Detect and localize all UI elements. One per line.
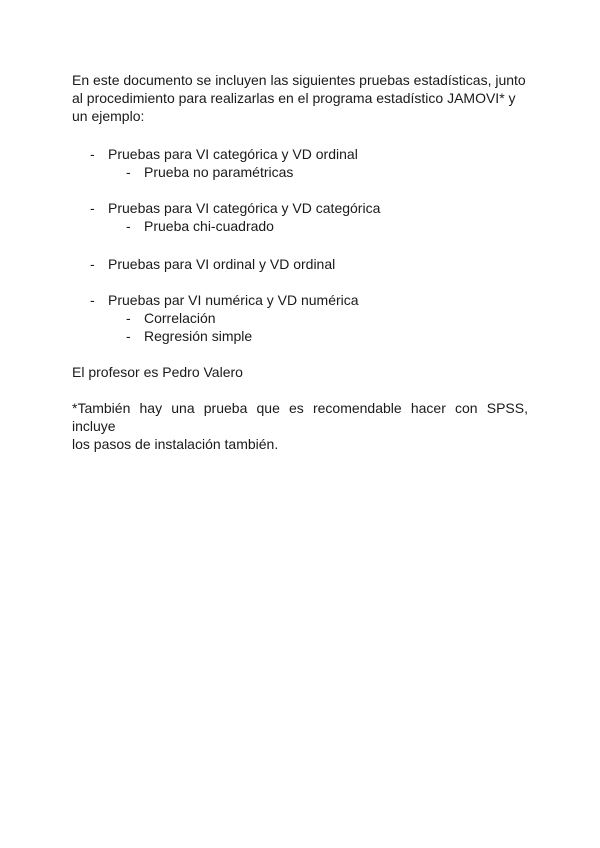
list-item-label: Pruebas par VI numérica y VD numérica bbox=[108, 292, 359, 308]
dash-bullet: - bbox=[126, 164, 131, 180]
dash-bullet: - bbox=[90, 292, 95, 308]
dash-bullet: - bbox=[126, 328, 131, 344]
sub-list-item-label: Prueba no paramétricas bbox=[144, 164, 294, 180]
intro-line-3: un ejemplo: bbox=[72, 108, 145, 124]
footnote-line-1: *También hay una prueba que es recomendable hacer con SPSS, incluye bbox=[72, 400, 528, 434]
footnote-line-2: los pasos de instalación también. bbox=[72, 436, 279, 452]
dash-bullet: - bbox=[126, 310, 131, 326]
intro-line-2: al procedimiento para realizarlas en el programa estadístico JAMOVI* y bbox=[72, 90, 516, 106]
dash-bullet: - bbox=[90, 146, 95, 162]
dash-bullet: - bbox=[126, 218, 131, 234]
dash-bullet: - bbox=[90, 256, 95, 272]
intro-paragraph bbox=[72, 71, 528, 125]
professor-line: El profesor es Pedro Valero bbox=[72, 364, 243, 380]
list-item-label: Pruebas para VI ordinal y VD ordinal bbox=[108, 256, 336, 272]
dash-bullet: - bbox=[90, 200, 95, 216]
sub-list-item-label: Correlación bbox=[144, 310, 216, 326]
sub-list-item-label: Regresión simple bbox=[144, 328, 253, 344]
footnote-paragraph bbox=[72, 399, 528, 453]
professor-paragraph bbox=[72, 363, 528, 381]
list-item-label: Pruebas para VI categórica y VD categórica bbox=[108, 200, 381, 216]
sub-list-item-label: Prueba chi-cuadrado bbox=[144, 218, 274, 234]
intro-line-1: En este documento se incluyen las siguientes pruebas estadísticas, junto bbox=[72, 72, 526, 88]
list-item-label: Pruebas para VI categórica y VD ordinal bbox=[108, 146, 358, 162]
